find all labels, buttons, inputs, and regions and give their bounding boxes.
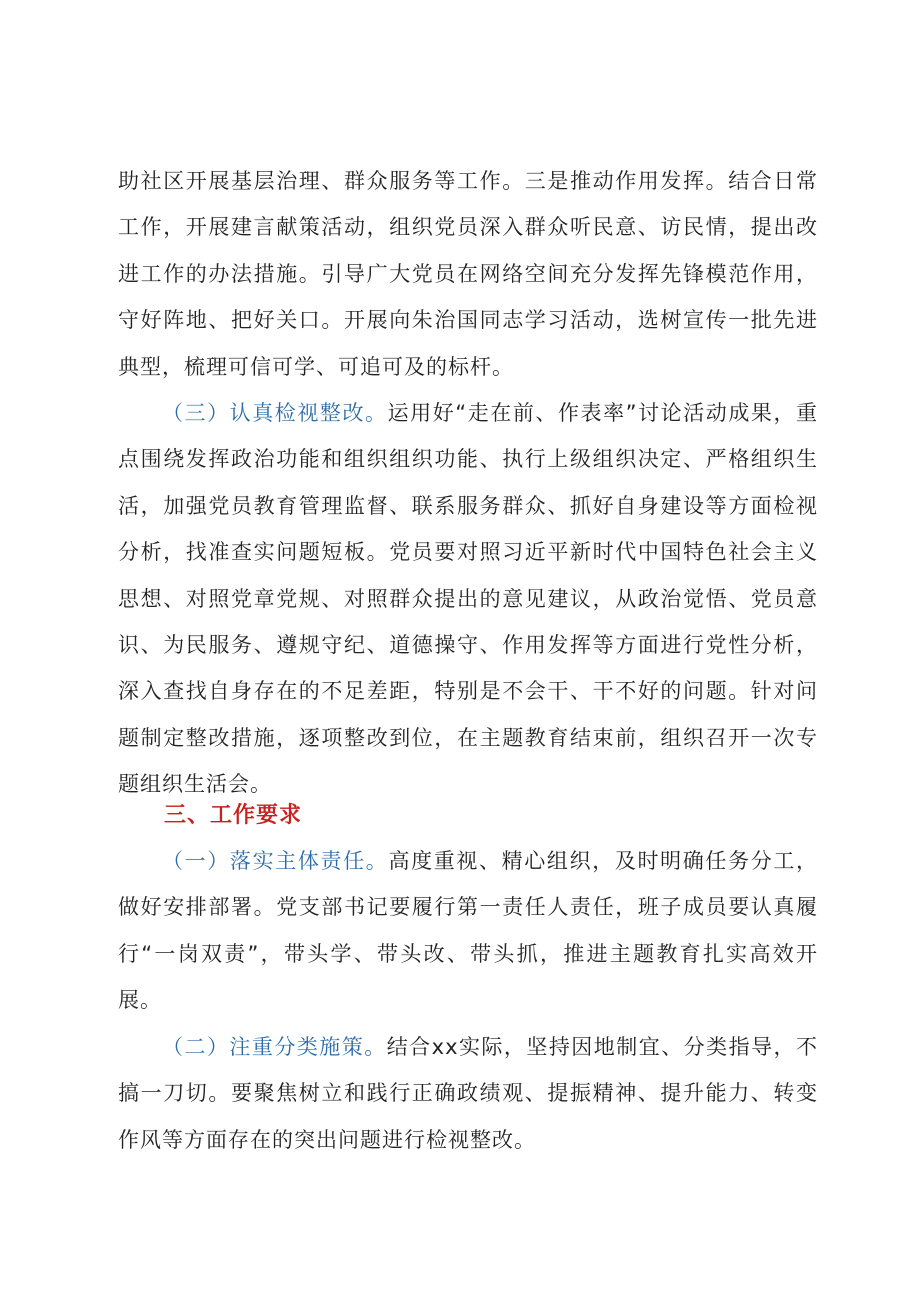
paragraph-1 <box>118 158 818 390</box>
subheading-classified-measures: （二）注重分类施策。 <box>162 1035 387 1059</box>
paragraph-4-text: 结合xx实际，坚持因地制宜、分类指导，不搞一刀切。要聚焦树立和践行正确政绩观、提振精神、提升能力、转变作风等方面存在的突出问题进行检视整改。 <box>118 1035 819 1152</box>
paragraph-2 <box>118 390 818 808</box>
paragraph-1-text: 助社区开展基层治理、群众服务等工作。三是推动作用发挥。结合日常工作，开展建言献策活动，组织党员深入群众听民意、访民情，提出改进工作的办法措施。引导广大党员在网络空间充分发挥先锋模范作用，守好阵地、把好关口。开展向朱治国同志学习活动，选树宣传一批先进典型，梳理可信可学、可追可及的标杆。 <box>118 169 818 379</box>
paragraph-3 <box>118 838 818 1024</box>
paragraph-4 <box>118 1024 818 1163</box>
paragraph-3-text: 高度重视、精心组织，及时明确任务分工，做好安排部署。党支部书记要履行第一责任人责任，班子成员要认真履行“一岗双责”，带头学、带头改、带头抓，推进主题教育扎实高效开展。 <box>118 849 819 1013</box>
subheading-main-responsibility: （一）落实主体责任。 <box>162 849 389 873</box>
subheading-inspect-rectify: （三）认真检视整改。 <box>162 401 388 425</box>
paragraph-2-text: 运用好“走在前、作表率”讨论活动成果，重点围绕发挥政治功能和组织组织功能、执行上级组织决定、严格组织生活，加强党员教育管理监督、联系服务群众、抓好自身建设等方面检视分析，找准查实问题短板。党员要对照习近平新时代中国特色社会主义思想、对照党章党规、对照群众提出的意见建议，从政治觉悟、党员意识、为民服务、遵规守纪、道德操守、作用发挥等方面进行党性分析，深入查找自身存在的不足差距，特别是不会干、干不好的问题。针对问题制定整改措施，逐项整改到位，在主题教育结束前，组织召开一次专题组织生活会。 <box>118 401 819 797</box>
section-heading-work-requirements: 三、工作要求 <box>164 803 303 828</box>
